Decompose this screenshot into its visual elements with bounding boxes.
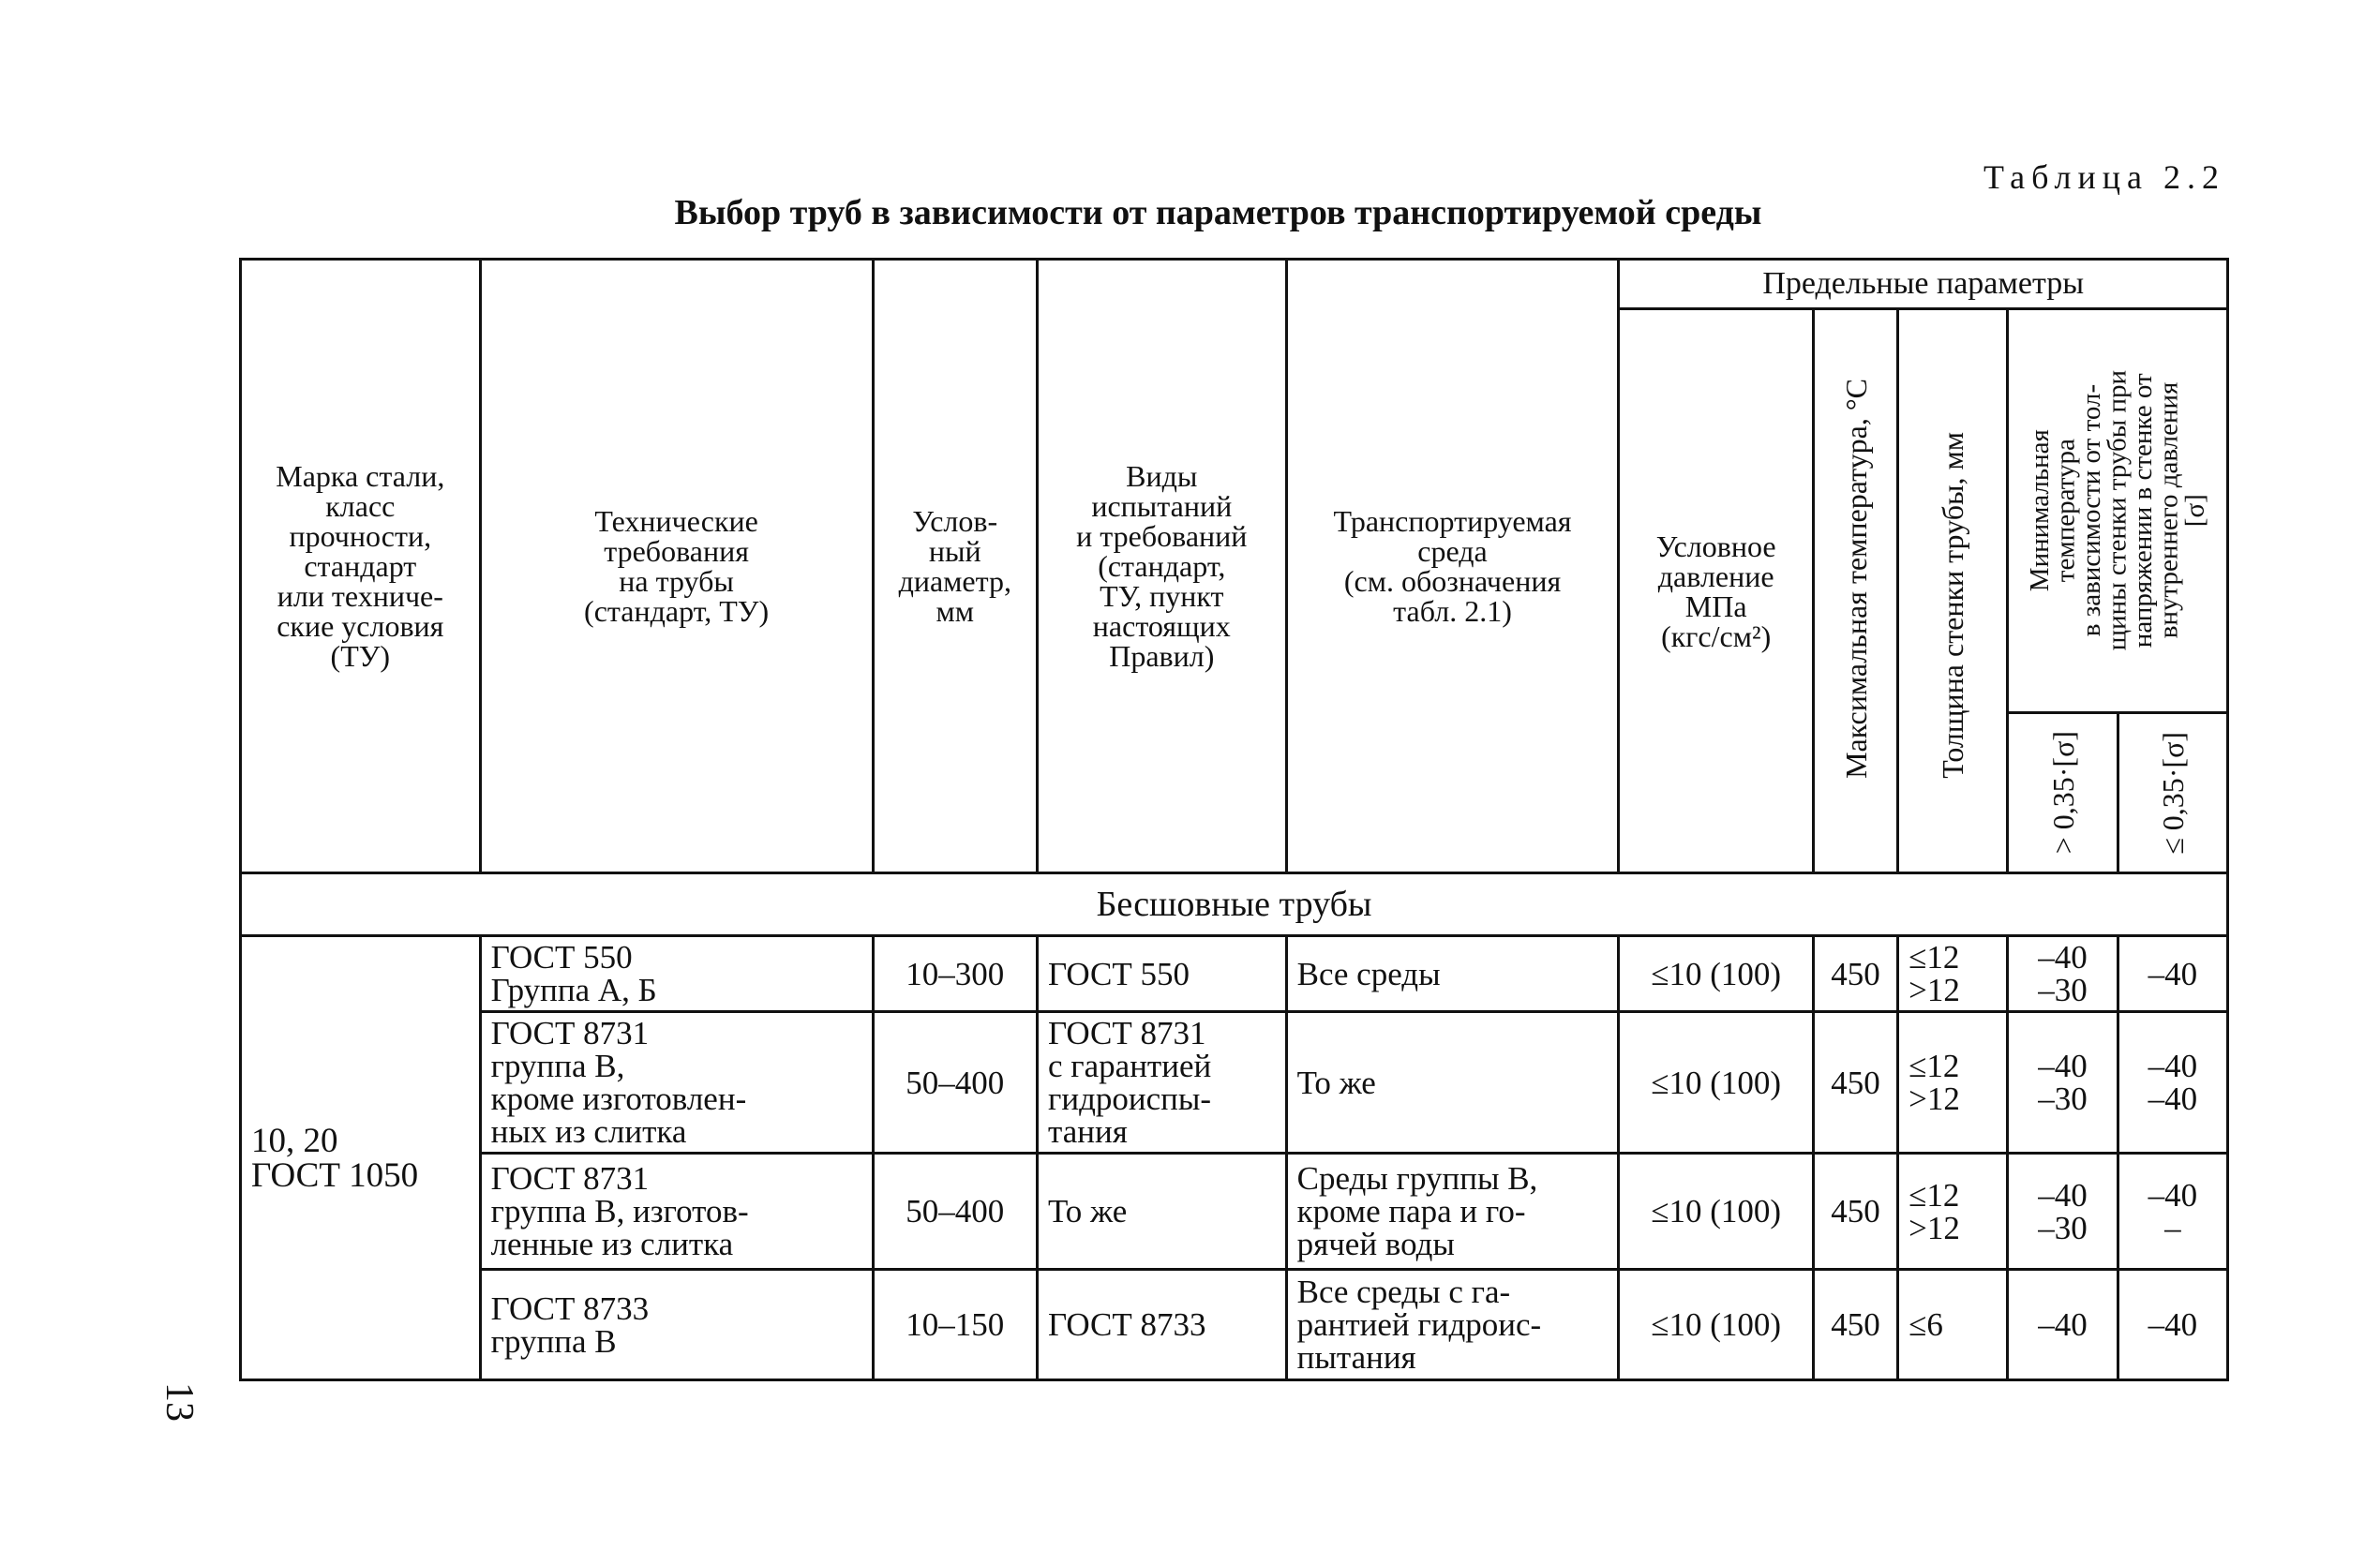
- row-1-min-le: [2118, 936, 2227, 1012]
- header-steel: [241, 260, 481, 873]
- text-line: –40: [2038, 939, 2088, 976]
- table-row: [241, 1154, 2228, 1270]
- row-2-min-gt: [2008, 1012, 2118, 1154]
- text-line: То же: [1047, 1193, 1128, 1230]
- text-line: Транспортируемая: [1333, 504, 1572, 538]
- row-3-wall: [1898, 1154, 2008, 1270]
- text-line: Правил): [1109, 639, 1215, 673]
- row-3-tests: [1037, 1154, 1286, 1270]
- text-line: ские условия: [277, 609, 444, 643]
- text-line: на трубы: [619, 564, 734, 598]
- text-line: 10, 20: [251, 1121, 338, 1160]
- text-line: рантией гидроис-: [1296, 1306, 1542, 1343]
- header-min-temp-gt: [2008, 713, 2118, 873]
- table-row: [241, 936, 2228, 1012]
- row-2-tests: [1037, 1012, 1286, 1154]
- text-line: Группа А, Б: [490, 972, 657, 1008]
- text-line: [σ]: [2179, 494, 2210, 528]
- row-3-medium: [1286, 1154, 1619, 1270]
- text-line: Марка стали,: [276, 459, 445, 493]
- text-line: ТУ, пункт: [1100, 579, 1224, 613]
- text-line: Минимальная: [2024, 429, 2055, 592]
- header-wall-text: Толщина стенки трубы, мм: [1936, 431, 1970, 779]
- text-line: ≤6: [1908, 1306, 1943, 1343]
- text-line: ГОСТ 8733: [490, 1289, 650, 1327]
- text-line: ГОСТ 8731: [490, 1015, 650, 1051]
- row-4-min-le: [2118, 1270, 2227, 1380]
- row-4-diameter: 10–150: [873, 1270, 1037, 1380]
- row-4-min-gt: [2008, 1270, 2118, 1380]
- text-line: тания: [1047, 1113, 1128, 1150]
- text-line: гидроиспы-: [1047, 1081, 1212, 1117]
- row-3-min-gt: [2008, 1154, 2118, 1270]
- header-min-temp: [2008, 309, 2228, 713]
- pipe-selection-table: [239, 258, 2229, 1381]
- row-1-medium: [1286, 936, 1619, 1012]
- row-4-pressure: ≤10 (100): [1619, 1270, 1813, 1380]
- text-line: ≤12: [1908, 939, 1960, 976]
- text-line: класс: [325, 489, 396, 523]
- text-line: –40: [2148, 1081, 2198, 1117]
- header-limits: Предельные параметры: [1619, 260, 2228, 309]
- row-4-max-temp: 450: [1813, 1270, 1897, 1380]
- header-min-temp-le-text: ≤ 0,35·[σ]: [2155, 731, 2190, 855]
- text-line: ГОСТ 8731: [1047, 1015, 1206, 1051]
- text-line: ГОСТ 1050: [251, 1155, 419, 1195]
- row-2-diameter: 50–400: [873, 1012, 1037, 1154]
- text-line: табл. 2.1): [1393, 594, 1512, 628]
- table-title: Выбор труб в зависимости от параметров транспортируемой среды: [674, 193, 1762, 232]
- text-line: >12: [1908, 972, 1960, 1008]
- text-line: Виды: [1126, 459, 1198, 493]
- text-line: давление: [1657, 559, 1774, 593]
- text-line: (см. обозначения: [1343, 564, 1562, 598]
- row-2-tech: [480, 1012, 873, 1154]
- text-line: требования: [604, 534, 749, 568]
- text-line: ≤12: [1908, 1176, 1960, 1214]
- table-label: Таблица 2.2: [1983, 158, 2225, 196]
- text-line: –40: [2038, 1176, 2088, 1214]
- text-line: –40: [2148, 1306, 2198, 1343]
- text-line: (стандарт, ТУ): [584, 594, 770, 628]
- row-3-min-le: [2118, 1154, 2227, 1270]
- text-line: ленные из слитка: [490, 1226, 734, 1262]
- text-line: диаметр,: [898, 564, 1011, 598]
- text-line: группа В, изготов-: [490, 1193, 749, 1230]
- text-line: ГОСТ 8733: [1047, 1306, 1206, 1343]
- text-line: рячей воды: [1296, 1226, 1455, 1262]
- section-seamless-pipes: Бесшовные трубы: [241, 873, 2228, 936]
- text-line: и требований: [1076, 519, 1248, 553]
- steel-brand-cell: [241, 936, 481, 1380]
- text-line: >12: [1908, 1081, 1960, 1117]
- text-line: –40: [2148, 1048, 2198, 1084]
- text-line: или техниче-: [277, 579, 443, 613]
- row-4-tests: [1037, 1270, 1286, 1380]
- text-line: испытаний: [1091, 489, 1233, 523]
- row-1-pressure: ≤10 (100): [1619, 936, 1813, 1012]
- header-max-temp: [1813, 309, 1897, 873]
- text-line: внутреннего давления: [2153, 382, 2184, 639]
- text-line: –30: [2038, 1081, 2088, 1117]
- text-line: пытания: [1296, 1339, 1416, 1376]
- row-3-diameter: 50–400: [873, 1154, 1037, 1270]
- text-line: настоящих: [1092, 609, 1231, 643]
- text-line: –: [2164, 1209, 2181, 1246]
- row-4-tech: [480, 1270, 873, 1380]
- text-line: прочности,: [289, 519, 432, 553]
- header-min-temp-text: [2024, 370, 2210, 651]
- row-1-diameter: 10–300: [873, 936, 1037, 1012]
- row-2-pressure: ≤10 (100): [1619, 1012, 1813, 1154]
- header-tech-requirements: [480, 260, 873, 873]
- text-line: Услов-: [912, 504, 998, 538]
- row-2-min-le: [2118, 1012, 2227, 1154]
- text-line: ГОСТ 550: [1047, 955, 1190, 992]
- header-diameter: [873, 260, 1037, 873]
- text-line: кроме изготовлен-: [490, 1081, 747, 1117]
- text-line: ГОСТ 8731: [490, 1160, 650, 1197]
- table-row: [241, 1270, 2228, 1380]
- text-line: кроме пара и го-: [1296, 1193, 1526, 1230]
- row-1-tests: [1037, 936, 1286, 1012]
- text-line: Все среды: [1296, 955, 1441, 992]
- header-min-temp-le: [2118, 713, 2227, 873]
- text-line: Условное: [1655, 529, 1776, 563]
- text-line: Все среды с га-: [1296, 1274, 1511, 1310]
- text-line: То же: [1296, 1064, 1376, 1101]
- row-1-wall: [1898, 936, 2008, 1012]
- row-1-max-temp: 450: [1813, 936, 1897, 1012]
- row-4-wall: [1898, 1270, 2008, 1380]
- row-3-tech: [480, 1154, 873, 1270]
- text-line: –40: [2148, 955, 2198, 992]
- header-min-temp-gt-text: > 0,35·[σ]: [2045, 731, 2080, 855]
- header-wall-thickness: [1898, 309, 2008, 873]
- text-line: напряжении в стенке от: [2127, 373, 2158, 648]
- row-2-wall: [1898, 1012, 2008, 1154]
- text-line: (ТУ): [330, 639, 391, 673]
- row-1-min-gt: [2008, 936, 2118, 1012]
- text-line: среда: [1417, 534, 1488, 568]
- row-4-medium: [1286, 1270, 1619, 1380]
- header-max-temp-text: Максимальная температура, °С: [1838, 378, 1873, 779]
- row-3-max-temp: 450: [1813, 1154, 1897, 1270]
- text-line: –40: [2038, 1048, 2088, 1084]
- text-line: (кгс/см²): [1661, 619, 1772, 653]
- header-pressure: [1619, 309, 1813, 873]
- text-line: (стандарт,: [1098, 549, 1226, 583]
- text-line: Среды группы В,: [1296, 1160, 1538, 1197]
- text-line: –40: [2148, 1176, 2198, 1214]
- text-line: ГОСТ 550: [490, 939, 633, 976]
- text-line: >12: [1908, 1209, 1960, 1246]
- page-number: 13: [157, 1382, 201, 1422]
- text-line: ных из слитка: [490, 1113, 687, 1150]
- text-line: группа В,: [490, 1048, 625, 1084]
- text-line: ≤12: [1908, 1048, 1960, 1084]
- text-line: –30: [2038, 972, 2088, 1008]
- row-2-medium: [1286, 1012, 1619, 1154]
- row-3-pressure: ≤10 (100): [1619, 1154, 1813, 1270]
- text-line: температура: [2050, 439, 2081, 583]
- text-line: –40: [2038, 1306, 2088, 1343]
- header-tests: [1037, 260, 1286, 873]
- text-line: МПа: [1684, 589, 1747, 623]
- header-medium: [1286, 260, 1619, 873]
- table-row: [241, 1012, 2228, 1154]
- row-1-tech: [480, 936, 873, 1012]
- text-line: щины стенки трубы при: [2102, 370, 2133, 651]
- text-line: группа В: [490, 1322, 617, 1360]
- text-line: Технические: [594, 504, 758, 538]
- text-line: ный: [928, 534, 981, 568]
- text-line: –30: [2038, 1209, 2088, 1246]
- text-line: с гарантией: [1047, 1048, 1212, 1084]
- text-line: мм: [936, 594, 975, 628]
- text-line: стандарт: [304, 549, 417, 583]
- row-2-max-temp: 450: [1813, 1012, 1897, 1154]
- text-line: в зависимости от тол-: [2075, 384, 2106, 637]
